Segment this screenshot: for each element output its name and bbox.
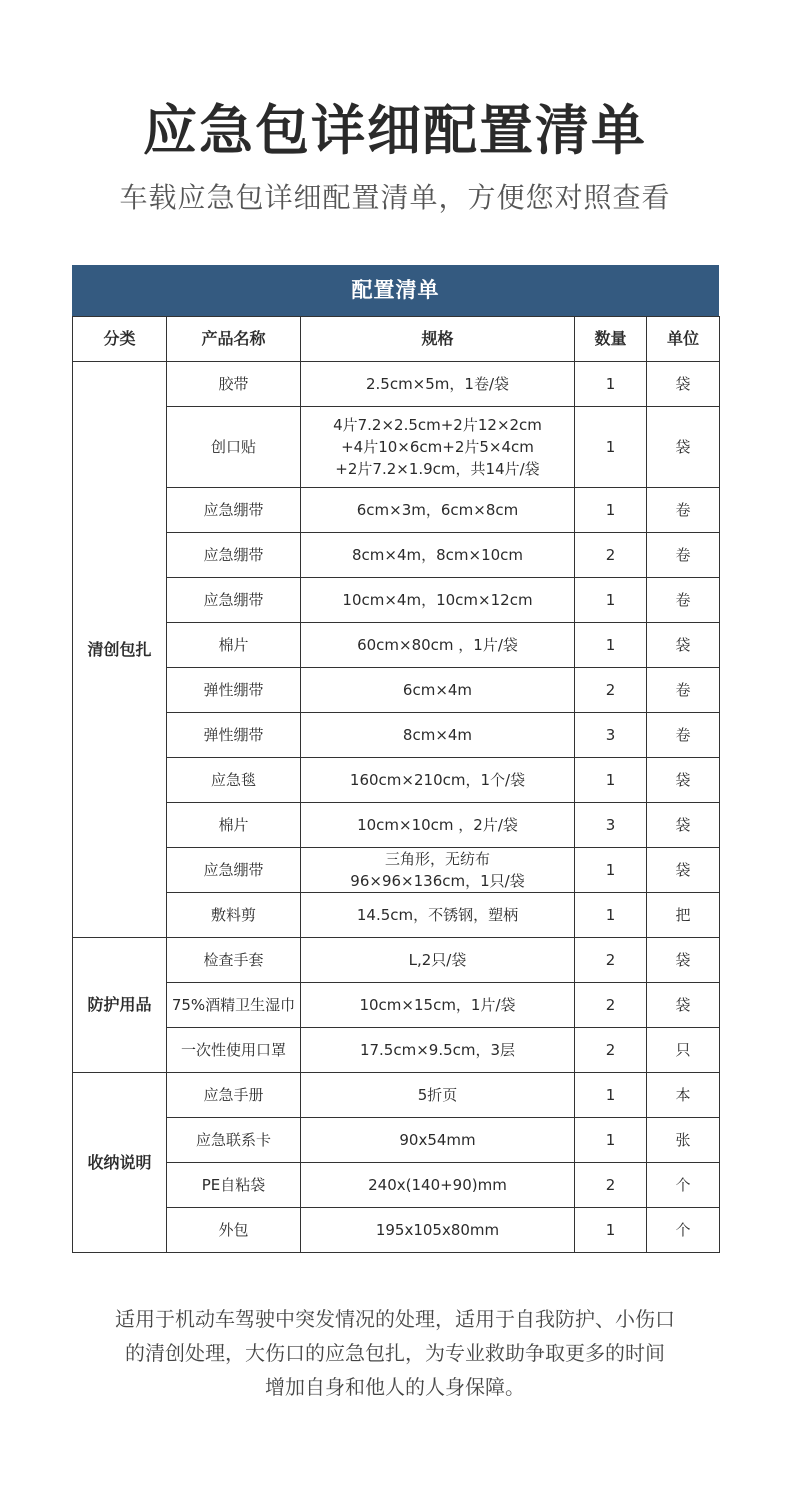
spec-cell: 10cm×4m，10cm×12cm [301,578,575,623]
quantity-cell: 1 [575,1208,647,1253]
quantity-cell: 1 [575,623,647,668]
column-header-category: 分类 [73,317,167,362]
quantity-cell: 2 [575,533,647,578]
table-row [73,1208,720,1253]
spec-cell: 17.5cm×9.5cm，3层 [301,1028,575,1073]
table-row [73,848,720,893]
unit-cell: 卷 [647,488,720,533]
quantity-cell: 1 [575,848,647,893]
column-header-row [73,317,720,362]
spec-cell: 三角形，无纺布 96×96×136cm，1只/袋 [301,848,575,893]
unit-cell: 袋 [647,803,720,848]
product-name-cell: 胶带 [167,362,301,407]
quantity-cell: 2 [575,938,647,983]
unit-cell: 本 [647,1073,720,1118]
table-row [73,713,720,758]
page-subtitle: 车载应急包详细配置清单，方便您对照查看 [119,181,671,214]
table-row [73,578,720,623]
table-row [73,533,720,578]
product-name-cell: 应急毯 [167,758,301,803]
product-name-cell: 检查手套 [167,938,301,983]
quantity-cell: 1 [575,488,647,533]
spec-cell: 8cm×4m [301,713,575,758]
unit-cell: 张 [647,1118,720,1163]
quantity-cell: 1 [575,407,647,488]
quantity-cell: 2 [575,668,647,713]
product-name-cell: 应急手册 [167,1073,301,1118]
table-row [73,803,720,848]
footer-line: 增加自身和他人的人身保障。 [265,1375,525,1399]
unit-cell: 袋 [647,362,720,407]
quantity-cell: 1 [575,758,647,803]
spec-cell: 14.5cm，不锈钢，塑柄 [301,893,575,938]
product-name-cell: 应急绷带 [167,848,301,893]
product-name-cell: 应急绷带 [167,488,301,533]
product-name-cell: 应急绷带 [167,533,301,578]
category-cell: 防护用品 [73,938,167,1073]
product-name-cell: 敷料剪 [167,893,301,938]
category-cell: 清创包扎 [73,362,167,938]
quantity-cell: 1 [575,1118,647,1163]
quantity-cell: 2 [575,983,647,1028]
footer-line: 的清创处理，大伤口的应急包扎，为专业救助争取更多的时间 [125,1341,665,1365]
unit-cell: 卷 [647,578,720,623]
category-cell: 收纳说明 [73,1073,167,1253]
quantity-cell: 1 [575,893,647,938]
table-row [73,1118,720,1163]
unit-cell: 袋 [647,848,720,893]
spec-cell: 10cm×15cm，1片/袋 [301,983,575,1028]
product-name-cell: 一次性使用口罩 [167,1028,301,1073]
table-row [73,758,720,803]
spec-cell: 195x105x80mm [301,1208,575,1253]
column-header-spec: 规格 [301,317,575,362]
column-header-unit: 单位 [647,317,720,362]
spec-cell: 10cm×10cm ，2片/袋 [301,803,575,848]
spec-cell: 5折页 [301,1073,575,1118]
table-body [73,362,720,1253]
product-name-cell: 应急联系卡 [167,1118,301,1163]
unit-cell: 个 [647,1163,720,1208]
product-name-cell: 弹性绷带 [167,668,301,713]
quantity-cell: 3 [575,803,647,848]
quantity-cell: 1 [575,578,647,623]
table-row [73,983,720,1028]
table-row [73,1163,720,1208]
spec-cell: 240x(140+90)mm [301,1163,575,1208]
unit-cell: 只 [647,1028,720,1073]
unit-cell: 袋 [647,407,720,488]
quantity-cell: 3 [575,713,647,758]
unit-cell: 袋 [647,623,720,668]
config-table [72,265,719,1253]
spec-cell: 90x54mm [301,1118,575,1163]
footer-description [40,1302,750,1404]
product-name-cell: 棉片 [167,803,301,848]
quantity-cell: 1 [575,362,647,407]
spec-cell: 60cm×80cm ，1片/袋 [301,623,575,668]
unit-cell: 把 [647,893,720,938]
spec-cell: 6cm×3m，6cm×8cm [301,488,575,533]
footer-line: 适用于机动车驾驶中突发情况的处理，适用于自我防护、小伤口 [115,1307,675,1331]
column-header-name: 产品名称 [167,317,301,362]
column-header-qty: 数量 [575,317,647,362]
spec-cell: 160cm×210cm，1个/袋 [301,758,575,803]
config-grid [72,316,720,1253]
unit-cell: 袋 [647,758,720,803]
product-name-cell: 应急绷带 [167,578,301,623]
product-name-cell: 弹性绷带 [167,713,301,758]
quantity-cell: 2 [575,1163,647,1208]
page-title: 应急包详细配置清单 [143,99,647,162]
table-row [73,362,720,407]
table-row [73,623,720,668]
product-name-cell: 创口贴 [167,407,301,488]
table-row [73,488,720,533]
table-row [73,1028,720,1073]
product-name-cell: 棉片 [167,623,301,668]
table-row [73,668,720,713]
product-name-cell: 75%酒精卫生湿巾 [167,983,301,1028]
quantity-cell: 2 [575,1028,647,1073]
product-name-cell: 外包 [167,1208,301,1253]
spec-cell: L,2只/袋 [301,938,575,983]
quantity-cell: 1 [575,1073,647,1118]
unit-cell: 卷 [647,713,720,758]
spec-cell: 2.5cm×5m，1卷/袋 [301,362,575,407]
spec-cell: 8cm×4m，8cm×10cm [301,533,575,578]
unit-cell: 袋 [647,983,720,1028]
table-header: 配置清单 [72,265,719,316]
unit-cell: 袋 [647,938,720,983]
unit-cell: 个 [647,1208,720,1253]
unit-cell: 卷 [647,668,720,713]
table-row [73,407,720,488]
table-row [73,1073,720,1118]
product-name-cell: PE自粘袋 [167,1163,301,1208]
table-row [73,938,720,983]
table-row [73,893,720,938]
unit-cell: 卷 [647,533,720,578]
spec-cell: 6cm×4m [301,668,575,713]
spec-cell: 4片7.2×2.5cm+2片12×2cm +4片10×6cm+2片5×4cm +2片7.2×1.9cm，共14片/袋 [301,407,575,488]
